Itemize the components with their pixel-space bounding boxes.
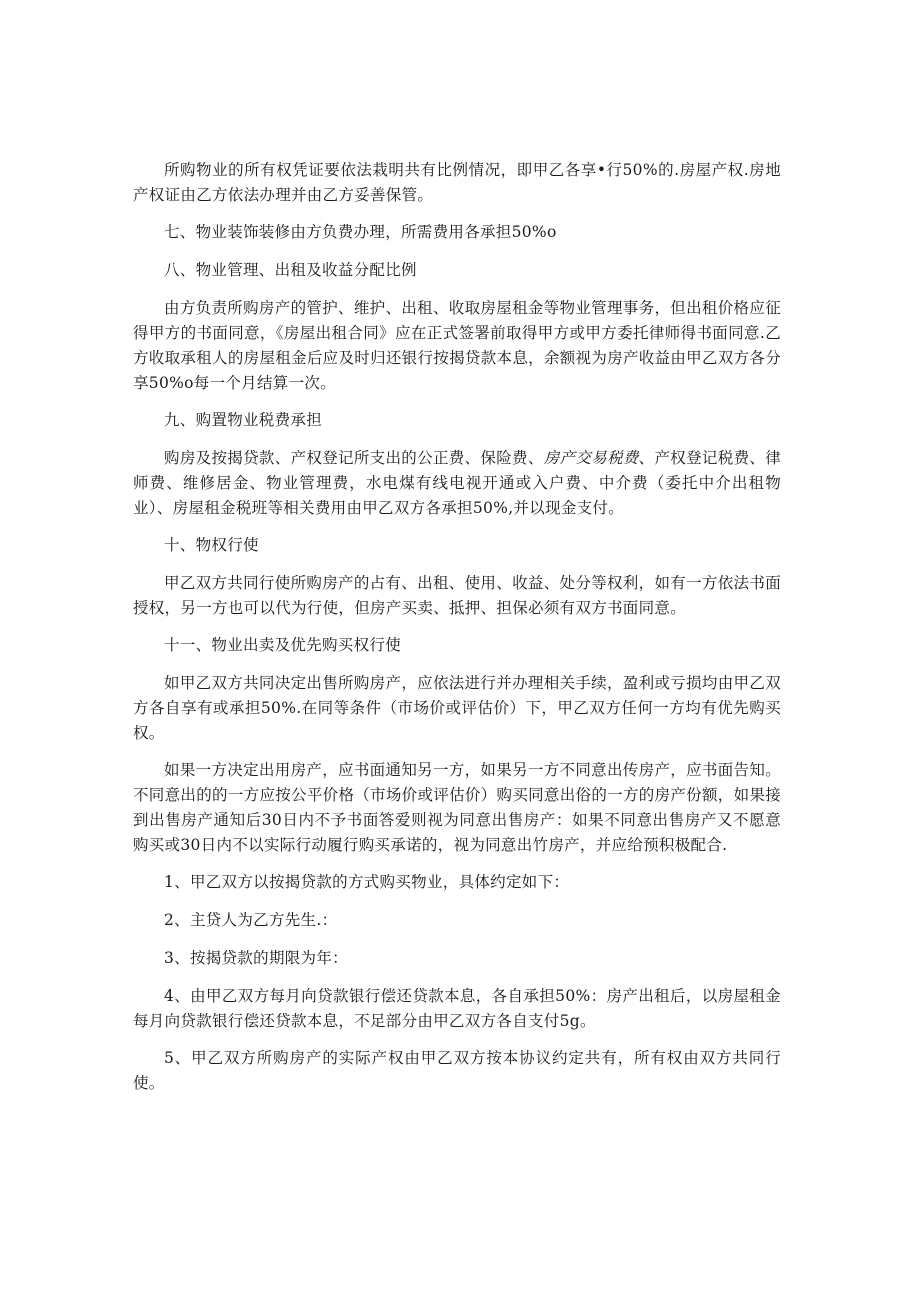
taxes-text-end: 、产权登记税费、律师费、维修居金、物业管理费，水电煤有线电视开通或入户费、中介费（委托中介出租物业）、房屋租金税班等相关费用由甲乙双方各承担50%,并以现金支付。: [133, 449, 782, 517]
clause-7-decoration: 七、物业装饰装修由方负费办理，所需费用各承担50%o: [164, 223, 557, 241]
paragraph-unilateral-sale: 如果一方决定出用房产，应书面通知另一方，如果另一方不同意出传房产，应书面告知。不同意出的的一方应按公平价格（市场价或评估价）购买同意出俗的一方的房产份额，如果接到出售房产通知后30日内不予书面答爱则视为同意出售房产：如果不同意出售房产又不愿意购买或30日内不以实际行动履行购买承诺的，视为同意出竹房产，并应给预积极配合.: [133, 761, 781, 854]
item-3-loan-term: 3、按揭贷款的期限为年：: [164, 949, 348, 967]
item-2-main-borrower: 2、主贷人为乙方先生.：: [164, 911, 338, 929]
clause-11-heading: 十一、物业出卖及优先购买权行使: [164, 636, 402, 654]
taxes-text-start: 购房及按揭贷款、产权登记所支出的公正费、保险费、: [164, 449, 544, 467]
clause-10-heading: 十、物权行使: [164, 536, 259, 554]
paragraph-property-management: 由方负责所购房产的管护、维护、出租、收取房屋租金等物业管理事务，但出租价格应征得甲方的书面同意，《房屋出租合同》应在正式签署前取得甲方或甲方委托律师得书面同意.乙方收取承租人的房屋租金后应及时归还银行按揭贷款本息，余额视为房产收益由甲乙双方各分享50%o每一个月结算一次。: [133, 299, 781, 392]
taxes-text-italic: 房产交易税费: [543, 449, 639, 467]
paragraph-joint-sale: 如甲乙双方共同决定出售所购房产，应依法进行并办理相关手续，盈利或亏损均由甲乙双方各自享有或承担50%.在同等条件（市场价或评估价）下，甲乙双方任何一方均有优先购买权。: [133, 674, 781, 742]
paragraph-ownership-certificate: 所购物业的所有权凭证要依法栽明共有比例情况，即甲乙各享•行50%的.房屋产权.房地产权证由乙方依法办理并由乙方妥善保管。: [133, 161, 781, 204]
paragraph-taxes-fees: [133, 446, 781, 521]
paragraph-property-rights: 甲乙双方共同行使所购房产的占有、出租、使用、收益、处分等权利，如有一方依法书面授权，另一方也可以代为行使，但房产买卖、抵押、担保必须有双方书面同意。: [133, 574, 781, 617]
item-4-repayment: 4、由甲乙双方每月向贷款银行偿还贷款本息，各自承担50%：房产出租后，以房屋租金每月向贷款银行偿还贷款本息，不足部分由甲乙双方各自支付5g。: [133, 987, 781, 1030]
item-5-ownership: 5、甲乙双方所购房产的实际产权由甲乙双方按本协议约定共有，所有权由双方共同行使。: [133, 1049, 781, 1092]
clause-9-heading: 九、购置物业税费承担: [164, 411, 323, 429]
item-1-mortgage-method: 1、甲乙双方以按揭贷款的方式购买物业，具体约定如下：: [164, 873, 570, 891]
document-body: [133, 158, 781, 1108]
clause-8-heading: 八、物业管理、出租及收益分配比例: [164, 261, 417, 279]
